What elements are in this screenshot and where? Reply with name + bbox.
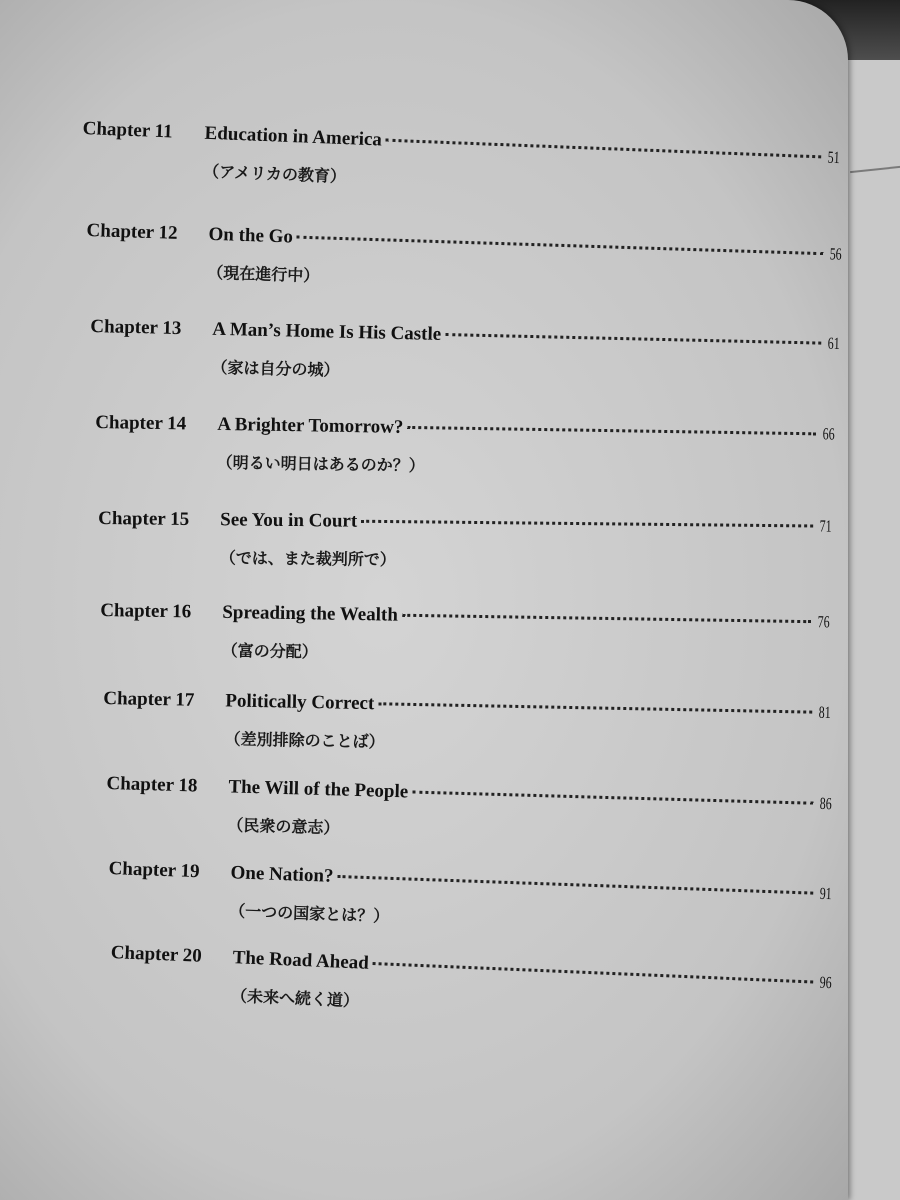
- toc-entry: [102, 688, 833, 761]
- page-number: 71: [819, 516, 832, 536]
- chapter-label: Chapter 17: [103, 688, 195, 711]
- toc-row: [95, 412, 837, 446]
- page-number: 56: [829, 244, 842, 264]
- chapter-label: Chapter 18: [106, 773, 198, 797]
- chapter-title: A Brighter Tomorrow?: [217, 413, 404, 438]
- chapter-label: Chapter 20: [110, 942, 203, 967]
- toc-row: [103, 688, 833, 724]
- dot-leader: [337, 875, 813, 895]
- chapter-subtitle-japanese: （では、また裁判所で）: [219, 548, 396, 570]
- chapter-subtitle-japanese: （家は自分の城）: [211, 357, 340, 380]
- chapter-label: Chapter 19: [108, 858, 200, 883]
- dot-leader: [407, 426, 816, 435]
- page-number: 61: [827, 333, 840, 354]
- chapter-subtitle-japanese: （明るい明日はあるのか？）: [216, 452, 425, 476]
- toc-row: [106, 773, 834, 815]
- dot-leader: [445, 333, 821, 345]
- chapter-title: The Road Ahead: [232, 947, 370, 974]
- dot-leader: [386, 139, 821, 159]
- toc-row: [100, 600, 832, 633]
- chapter-subtitle-japanese: （未来へ続く道）: [230, 986, 360, 1011]
- chapter-title: On the Go: [208, 223, 294, 248]
- chapter-label: Chapter 14: [95, 412, 187, 435]
- chapter-label: Chapter 13: [90, 316, 182, 340]
- chapter-title: Education in America: [204, 122, 383, 151]
- chapter-subtitle-japanese: （現在進行中）: [207, 262, 320, 286]
- toc-entry: [95, 412, 838, 483]
- toc-entry: [109, 942, 835, 1031]
- page-number: 96: [819, 972, 833, 993]
- toc-entry: [89, 316, 842, 392]
- chapter-label: Chapter 11: [82, 118, 173, 143]
- chapter-label: Chapter 12: [86, 220, 178, 244]
- toc-row: [90, 316, 842, 355]
- toc-row: [86, 220, 844, 266]
- chapter-subtitle-japanese: （民衆の意志）: [227, 815, 340, 838]
- toc-entry: [85, 220, 844, 303]
- chapter-title: One Nation?: [230, 862, 334, 887]
- page-number: 66: [822, 424, 835, 444]
- page-number: 86: [819, 793, 832, 814]
- dot-leader: [361, 520, 813, 528]
- chapter-title: The Will of the People: [228, 776, 409, 803]
- page-number: 76: [817, 612, 830, 632]
- chapter-title: See You in Court: [220, 509, 358, 532]
- dot-leader: [402, 614, 811, 623]
- page-number: 51: [827, 147, 840, 168]
- toc-entry: [107, 858, 835, 942]
- dot-leader: [373, 962, 814, 983]
- chapter-title: Spreading the Wealth: [222, 601, 399, 626]
- chapter-subtitle-japanese: （一つの国家とは？）: [228, 901, 390, 926]
- toc-entry: [100, 600, 833, 670]
- page-number: 81: [818, 702, 831, 722]
- chapter-subtitle-japanese: （アメリカの教育）: [202, 161, 347, 187]
- toc-entry: [81, 118, 843, 206]
- dot-leader: [378, 702, 812, 713]
- toc-row: [98, 508, 834, 538]
- toc-row: [82, 118, 842, 169]
- page-number: 91: [819, 883, 833, 904]
- next-page-edge: [848, 60, 900, 1200]
- chapter-title: A Man’s Home Is His Castle: [212, 318, 442, 345]
- toc-entry: [98, 508, 835, 575]
- dot-leader: [412, 791, 813, 805]
- toc-row: [108, 858, 834, 905]
- chapter-subtitle-japanese: （差別排除のことば）: [224, 729, 385, 752]
- chapter-label: Chapter 16: [100, 600, 192, 623]
- chapter-subtitle-japanese: （富の分配）: [221, 640, 318, 662]
- chapter-label: Chapter 15: [98, 508, 190, 530]
- toc-row: [110, 942, 834, 994]
- chapter-title: Politically Correct: [225, 690, 375, 715]
- dot-leader: [297, 236, 823, 256]
- toc-entry: [105, 773, 834, 852]
